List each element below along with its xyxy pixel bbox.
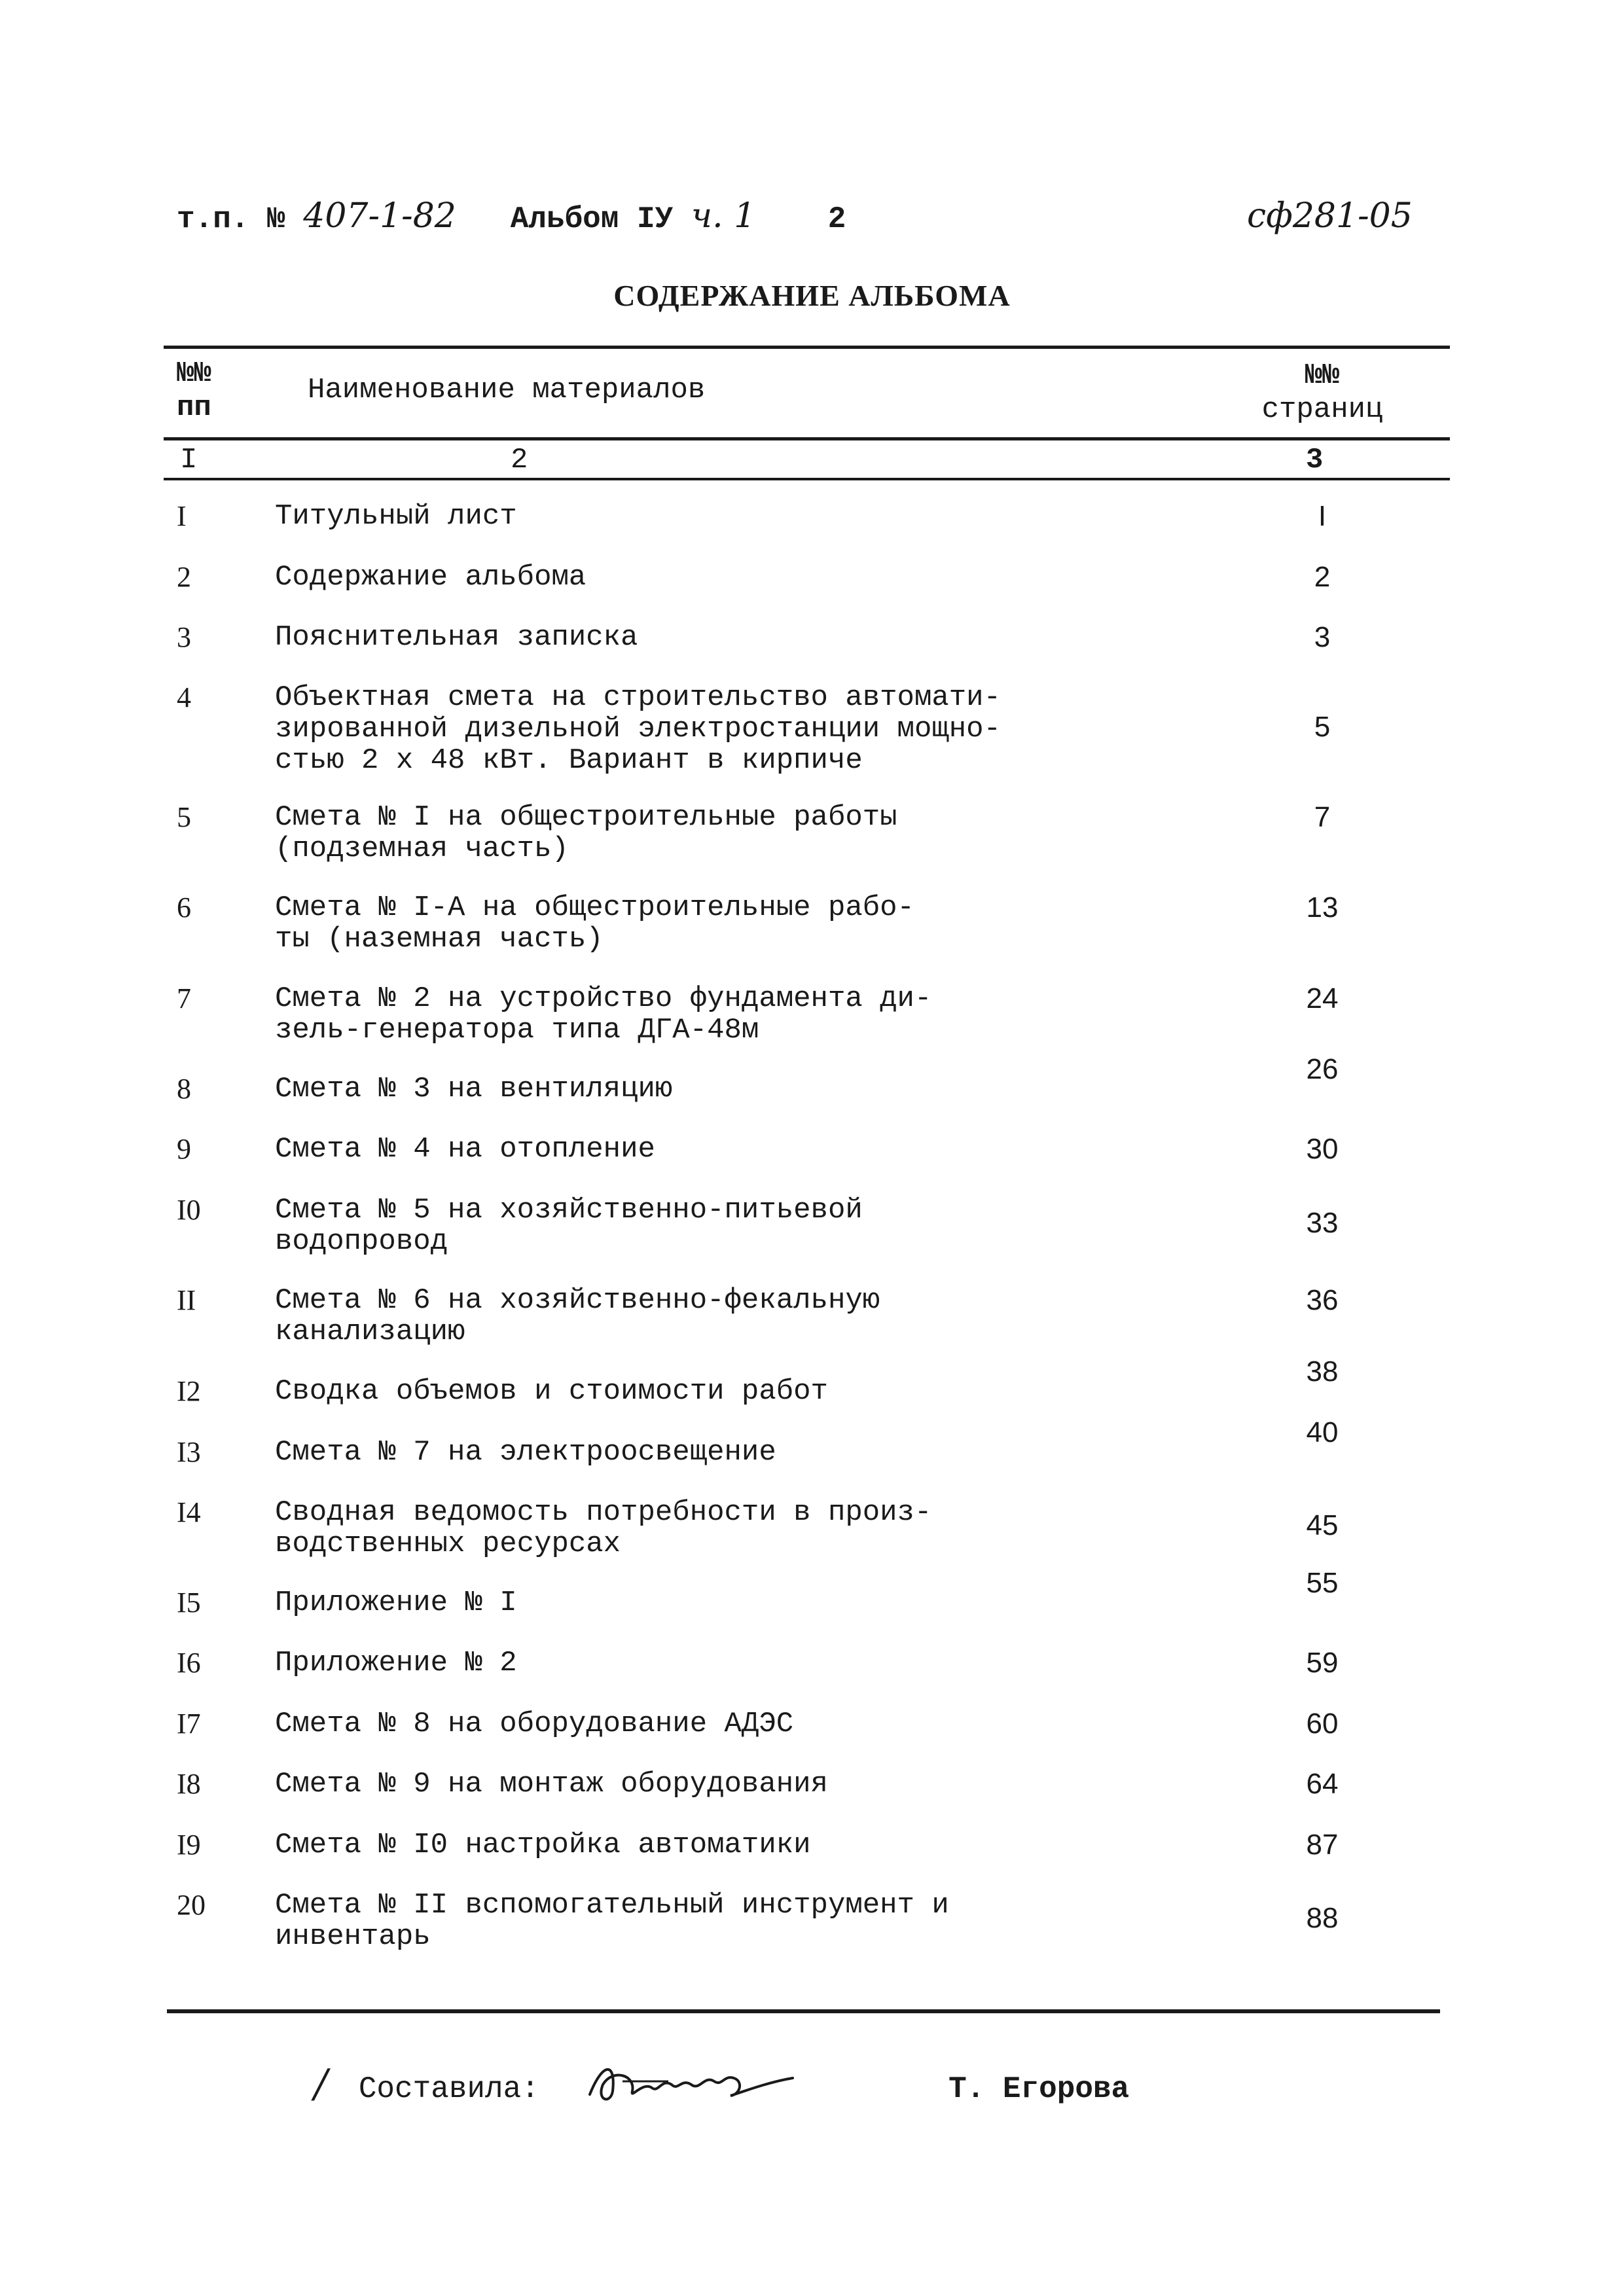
row-name: Титульный лист: [275, 500, 517, 533]
row-number: 7: [177, 982, 191, 1014]
row-name: Смета № 4 на отопление: [275, 1133, 655, 1166]
row-number: I6: [177, 1647, 201, 1679]
row-number: I3: [177, 1436, 201, 1468]
author-name: Т. Егорова: [948, 2072, 1130, 2107]
row-number: I7: [177, 1708, 201, 1740]
row-name: Смета № 3 на вентиляцию: [275, 1073, 673, 1105]
signature-block: [314, 2055, 1129, 2123]
row-name: Содержание альбома: [275, 561, 586, 594]
row-page: 26: [1306, 1053, 1339, 1085]
row-name: Сводная ведомость потребности в произ- водственных ресурсах: [275, 1496, 932, 1560]
row-page: 7: [1314, 801, 1331, 833]
row-number: 5: [177, 801, 191, 833]
album-label: Альбом ІУ: [510, 202, 674, 236]
row-number: 6: [177, 891, 191, 924]
column-number-1: I: [180, 444, 198, 476]
table-bottom-rule: [167, 2009, 1440, 2013]
row-page: 36: [1306, 1284, 1339, 1316]
album-part: ч. 1: [691, 196, 756, 236]
column-number-rule: [164, 478, 1450, 480]
compiled-label: Составила:: [358, 2072, 539, 2107]
row-name: Смета № 5 на хозяйственно-питьевой водопровод: [275, 1194, 863, 1258]
column-number-3: 3: [1306, 444, 1324, 476]
tp-label: т.п. №: [177, 202, 285, 236]
row-name: Смета № 9 на монтаж оборудования: [275, 1768, 828, 1801]
row-number: I2: [177, 1375, 201, 1407]
row-name: Смета № 8 на оборудование АДЭС: [275, 1708, 794, 1740]
col-pages-header-line2: страниц: [1261, 393, 1383, 426]
row-page: 3: [1314, 621, 1331, 653]
row-page: 2: [1314, 561, 1331, 593]
row-name: Смета № 2 на устройство фундамента ди- зель-генератора типа ДГА-48м: [275, 982, 932, 1047]
col-number-header: [177, 357, 211, 425]
handwritten-signature: [583, 2055, 799, 2123]
row-page: I: [1318, 500, 1327, 532]
row-number: 2: [177, 561, 191, 593]
table-top-rule: [164, 346, 1450, 349]
row-page: 30: [1306, 1133, 1339, 1165]
row-page: 59: [1306, 1647, 1339, 1679]
col-pages-header-line1: №№: [1305, 359, 1340, 392]
row-name: Смета № 6 на хозяйственно-фекальную канализацию: [275, 1284, 880, 1348]
row-number: I: [177, 500, 187, 532]
row-name: Смета № I на общестроительные работы (подземная часть): [275, 801, 897, 865]
page-title: СОДЕРЖАНИЕ АЛЬБОМА: [613, 279, 1011, 312]
row-name: Приложение № 2: [275, 1647, 517, 1679]
row-page: 38: [1306, 1355, 1339, 1388]
row-number: I0: [177, 1194, 201, 1226]
row-number: I5: [177, 1587, 201, 1619]
col-pages-header: [1247, 359, 1398, 427]
row-page: 13: [1306, 891, 1339, 924]
row-number: II: [177, 1284, 196, 1316]
row-name: Объектная смета на строительство автомати- зированной дизельной электростанции мощно- стью 2 х 48 кВт. Вариант в кирпиче: [275, 681, 1001, 777]
row-name: Пояснительная записка: [275, 621, 638, 654]
row-page: 24: [1306, 982, 1339, 1014]
row-name: Смета № 7 на электроосвещение: [275, 1436, 776, 1469]
row-name: Смета № I-А на общестроительные рабо- ты (наземная часть): [275, 891, 914, 956]
document-code: сф281-05: [1247, 196, 1413, 236]
row-page: 60: [1306, 1708, 1339, 1740]
slash-mark: /: [314, 2061, 328, 2108]
row-page: 88: [1306, 1902, 1339, 1934]
column-number-2: 2: [511, 444, 528, 476]
row-name: Сводка объемов и стоимости работ: [275, 1375, 828, 1408]
row-name: Смета № II вспомогательный инструмент и инвентарь: [275, 1889, 949, 1953]
table-header-rule: [164, 437, 1450, 440]
row-page: 33: [1306, 1207, 1339, 1239]
col-number-header-line2: пп: [177, 391, 211, 424]
row-name: Смета № I0 настройка автоматики: [275, 1829, 811, 1861]
col-name-header: Наименование материалов: [308, 374, 706, 406]
row-number: 20: [177, 1889, 206, 1921]
row-number: 9: [177, 1133, 191, 1165]
tp-number: 407-1-82: [303, 196, 456, 236]
row-page: 45: [1306, 1509, 1339, 1541]
row-page: 55: [1306, 1567, 1339, 1599]
col-number-header-line1: №№: [177, 357, 211, 390]
row-page: 87: [1306, 1829, 1339, 1861]
row-name: Приложение № I: [275, 1587, 517, 1619]
row-number: 4: [177, 681, 191, 713]
row-number: I4: [177, 1496, 201, 1528]
row-page: 5: [1314, 711, 1331, 743]
row-number: 3: [177, 621, 191, 653]
document-header: [177, 196, 846, 236]
row-number: 8: [177, 1073, 191, 1105]
row-number: I8: [177, 1768, 201, 1800]
row-page: 64: [1306, 1768, 1339, 1800]
row-number: I9: [177, 1829, 201, 1861]
row-page: 40: [1306, 1416, 1339, 1448]
page-number: 2: [827, 202, 846, 236]
